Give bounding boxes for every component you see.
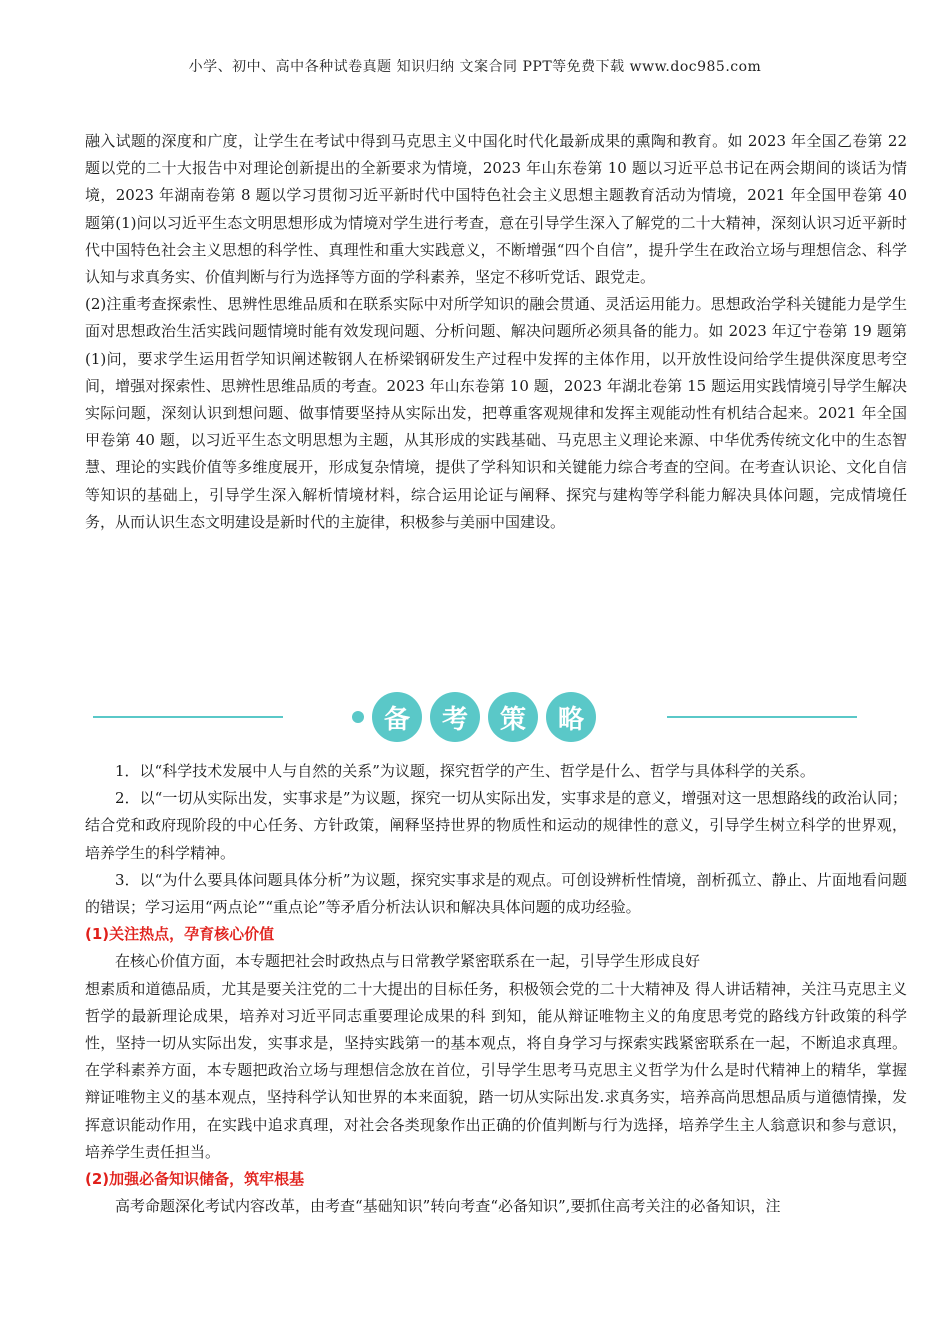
heading-2-paragraph: 高考命题深化考试内容改革，由考查“基础知识”转向考查“必备知识”,要抓住高考关注的必备知识，注 — [115, 1197, 781, 1216]
banner-dot — [352, 711, 364, 723]
heading-1: (1)关注热点，孕育核心价值 — [85, 925, 275, 944]
banner-char-1: 备 — [372, 692, 422, 742]
banner-char-3: 策 — [488, 692, 538, 742]
banner-line-left — [93, 716, 283, 718]
heading-1-paragraph-a: 在核心价值方面，本专题把社会时政热点与日常教学紧密联系在一起，引导学生形成良好 — [115, 952, 701, 971]
strategy-item-3: 3．以“为什么要具体问题具体分析”为议题，探究实事求是的观点。可创设辨析性情境，剖析孤立、静止、片面地看问题的错误；学习运用“两点论”“重点论”等矛盾分析法认识和解决具体问题的成功经验。 — [85, 870, 907, 917]
paragraph-2: (2)注重考查探索性、思辨性思维品质和在联系实际中对所学知识的融会贯通、灵活运用能力。思想政治学科关键能力是学生面对思想政治生活实践问题情境时能有效发现问题、分析问题、解决问题所必须具备的能力。如 2023 年辽宁卷第 19 题第(1)问，要求学生运用哲学知识阐述鞍钢人在桥梁钢研发生产过程中发挥的主体作用，以开放性设问给学生提供深度思考空间，增强对探索性、思辨性思维品质的考查。2023 年山东卷第 10 题，2023 年湖北卷第 15 题运用实践情境引导学生解决实际问题，深刻认识到想问题、做事情要坚持从实际出发，把尊重客观规律和发挥主观能动性有机结合起来。2021 年全国甲卷第 40 题，以习近平生态文明思想为主题，从其形成的实践基础、马克思主义理论来源、中华优秀传统文化中的生态智慧、理论的实践价值等多维度展开，形成复杂情境，提供了学科知识和关键能力综合考查的空间。在考查认识论、文化自信等知识的基础上，引导学生深入解析情境材料，综合运用论证与阐释、探究与建构等学科能力解决具体问题，完成情境任务，从而认识生态文明建设是新时代的主旋律，积极参与美丽中国建设。 — [85, 295, 907, 531]
strategy-item-1: 1．以“科学技术发展中人与自然的关系”为议题，探究哲学的产生、哲学是什么、哲学与具体科学的关系。 — [115, 762, 815, 780]
heading-2: (2)加强必备知识储备，筑牢根基 — [85, 1170, 305, 1189]
paragraph-1: 融入试题的深度和广度，让学生在考试中得到马克思主义中国化时代化最新成果的熏陶和教育。如 2023 年全国乙卷第 22 题以党的二十大报告中对理论创新提出的全新要求为情境，2023 年山东卷第 10 题以习近平总书记在两会期间的谈话为情境，2023 年湖南卷第 8 题以学习贯彻习近平新时代中国特色社会主义思想主题教育活动为情境，2021 年全国甲卷第 40 题第(1)问以习近平生态文明思想形成为情境对学生进行考查，意在引导学生深入了解党的二十大精神，深刻认识习近平新时代中国特色社会主义思想的科学性、真理性和重大实践意义，不断增强“四个自信”，提升学生在政治立场与理想信念、科学认知与求真务实、价值判断与行为选择等方面的学科素养，坚定不移听党话、跟党走。 — [85, 132, 907, 287]
banner-char-4: 略 — [546, 692, 596, 742]
banner-char-2: 考 — [430, 692, 480, 742]
top-content — [85, 128, 907, 536]
banner-line-right — [667, 716, 857, 718]
strategy-item-2: 2．以“一切从实际出发，实事求是”为议题，探究一切从实际出发，实事求是的意义，增强对这一思想路线的政治认同；结合党和政府现阶段的中心任务、方针政策，阐释坚持世界的物质性和运动的规律性的意义，引导学生树立科学的世界观，培养学生的科学精神。 — [85, 789, 907, 862]
heading-1-paragraph-b: 想素质和道德品质，尤其是要关注党的二十大提出的目标任务，积极领会党的二十大精神及 得人讲话精神，关注马克思主义哲学的最新理论成果，培养对习近平同志重要理论成果的科 到知，能从辩证唯物主义的角度思考党的路线方针政策的科学性，坚持一切从实际出发，实事求是，坚持实践第一的基本观点，将自身学习与探索实践紧密联系在一起，不断追求真理。在学科素养方面，本专题把政治立场与理想信念放在首位，引导学生思考马克思主义哲学为什么是时代精神上的精华，掌握辩证唯物主义的基本观点，坚持科学认知世界的本来面貌，踏一切从实际出发.求真务实，培养高尚思想品质与道德情操，发挥意识能动作用，在实践中追求真理，对社会各类现象作出正确的价值判断与行为选择，培养学生主人翁意识和参与意识，培养学生责任担当。 — [85, 979, 907, 1161]
section-banner — [85, 690, 907, 746]
page-header: 小学、初中、高中各种试卷真题 知识归纳 文案合同 PPT等免费下载 www.doc985.com — [188, 59, 762, 75]
strategy-section — [85, 758, 907, 1220]
